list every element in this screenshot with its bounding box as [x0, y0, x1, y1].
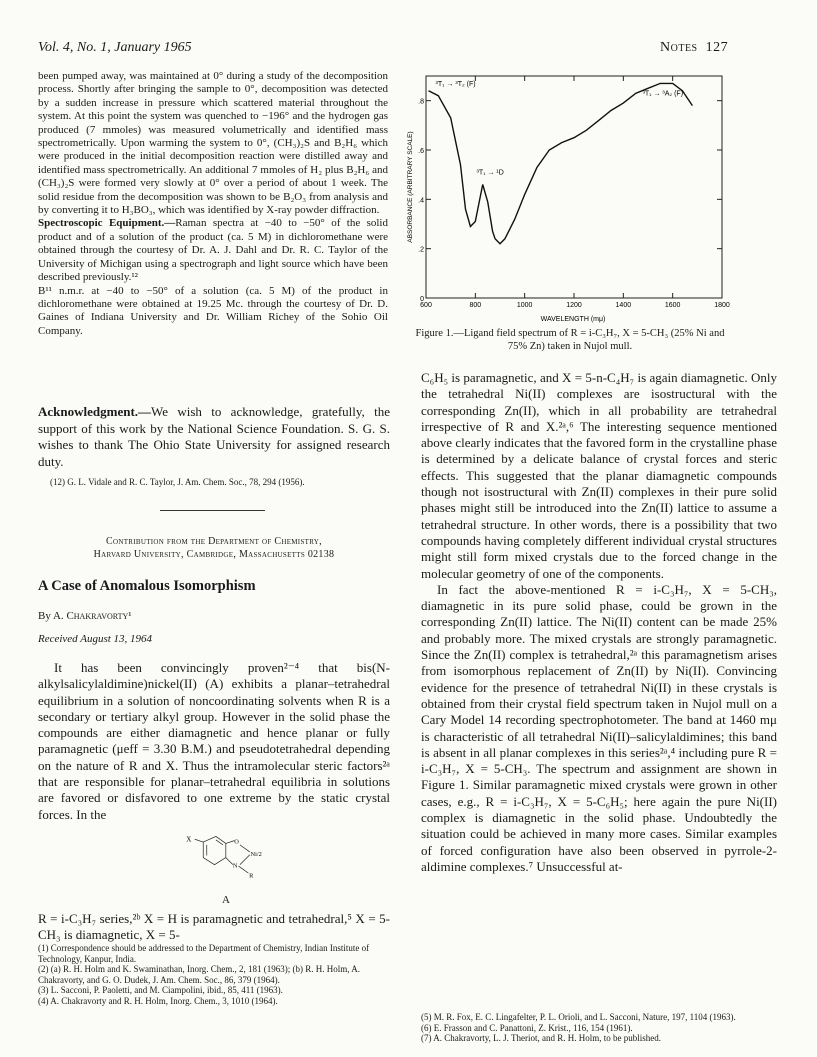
running-header-volume: Vol. 4, No. 1, January 1965	[38, 40, 192, 55]
structure-label: A	[222, 894, 230, 906]
annotation-1: ³T₁ → ³A₂ (F)	[642, 90, 684, 98]
right-paragraph-1: C₆H₅ is paramagnetic, and X = 5-n-C₄H₇ is again diamagnetic. Only the tetrahedral Ni(II) complexes are isostructural with the corresponding Zn(II), which in all probability are tetrahedral irrespective of R and X.²ᵃ,⁶ The interesting sequence mentioned above clearly indicates that the favored form in the crystalline phase is determined by a delicate balance of crystal forces and steric effects. This suggested that the planar diamagnetic compounds though not isostructural with Zn(II) complexes in their pure solid phases might still be introduced into the Zn(II) lattice to assume a tetrahedral structure. In other words, there is a possibility that two compounds having completely different individual crystal structures might still form mixed crystals due to the forced change in the molecular geometry of one of the components.	[421, 370, 777, 581]
x-tick-label-4: 1400	[615, 302, 632, 309]
y-tick-label-3: .6	[418, 148, 424, 155]
y-tick-label-4: .8	[418, 98, 424, 106]
footnote-7: (7) A. Chakravorty, L. J. Theriot, and R. H. Holm, to be published.	[421, 1033, 661, 1044]
x-tick-label-1: 800	[469, 302, 482, 309]
spectrum-line	[429, 80, 693, 243]
reference-12: (12) G. L. Vidale and R. C. Taylor, J. Am. Chem. Soc., 78, 294 (1956).	[50, 477, 305, 487]
x-tick-label-3: 1200	[566, 302, 582, 309]
footnote-4: (4) A. Chakravorty and R. H. Holm, Inorg. Chem., 3, 1010 (1964).	[38, 995, 278, 1006]
x-axis-label: WAVELENGTH (mμ)	[540, 316, 606, 323]
right-footnotes	[421, 1012, 777, 1044]
author-name: Chakravorty¹	[66, 610, 132, 622]
annotation-0: ³T₁ → ³T₂ (F)	[435, 80, 476, 88]
structure-o: O	[234, 838, 239, 846]
plot-frame	[426, 76, 722, 298]
y-axis-label: ABSORBANCE (ARBITRARY SCALE)	[407, 131, 414, 243]
byline-prefix: By A.	[38, 610, 67, 622]
structure-n: N	[232, 862, 238, 870]
continuation-paragraph: R = i-C₃H₇ series,²ᵇ X = H is paramagnetic and tetrahedral,⁵ X = 5-CH₃ is diamagnetic, X = 5-	[38, 911, 390, 942]
structure-x: X	[186, 835, 192, 844]
footnote-1: (1) Correspondence should be addressed to the Department of Chemistry, Indian Institute of Technology, Kanpur, India.	[38, 943, 370, 964]
figure-1-spectrum	[400, 64, 740, 332]
y-tick-label-0: 0	[420, 296, 424, 303]
figure-caption: Figure 1.—Ligand field spectrum of R = i-C₃H₇, X = 5-CH₃ (25% Ni and 75% Zn) taken in Nujol mull.	[415, 328, 725, 352]
spectroscopic-paragraph	[38, 217, 388, 284]
contribution-line-1: Contribution from the Department of Chemistry,	[106, 536, 322, 547]
nmr-paragraph: B¹¹ n.m.r. at −40 to −50° of a solution (ca. 5 M) of the product in dichloromethane were obtained at 19.25 Mc. through the courtesy of Dr. D. Gaines of Indiana University and Dr. William Richey of the Sohio Oil Company.	[38, 284, 388, 337]
right-column-body	[421, 370, 777, 875]
structure-ni: Ni/2	[250, 851, 262, 859]
intro-paragraph: It has been convincingly proven²⁻⁴ that bis(N-alkylsalicylaldimine)nickel(II) (A) exhibits a planar–tetrahedral equilibrium in a solution of noncoordinating solvents when R is a secondary or tertiary alkyl group. However in the solid phase the compounds are either diamagnetic and hence planar or fully paramagnetic (μeff = 3.30 B.M.) and pseudotetrahedral depending on the nature of R and X. Thus the intramolecular steric factors²ᵃ that are responsible for planar–tetrahedral equilibria in solutions are favored or disfavored to one extreme by the static crystal forces. In the	[38, 660, 390, 822]
article-title: A Case of Anomalous Isomorphism	[38, 578, 256, 594]
acknowledgment	[38, 404, 390, 470]
left-column-top	[38, 70, 388, 338]
byline	[38, 610, 132, 622]
contribution-block	[38, 535, 390, 561]
section-divider	[160, 510, 265, 511]
running-header-section	[660, 40, 728, 56]
received-date: Received August 13, 1964	[38, 633, 153, 645]
acknowledgment-text: We wish to acknowledge, gratefully, the support of this work by the National Science Foundation. S. G. S. wishes to thank The Ohio State University for assigned research duty.	[38, 404, 390, 469]
chemical-structure-a	[160, 835, 310, 895]
y-tick-label-1: .2	[418, 246, 424, 254]
contribution-line-2: Harvard University, Cambridge, Massachusetts 02138	[93, 549, 335, 560]
x-tick-label-6: 1800	[714, 302, 730, 309]
right-paragraph-2: In fact the above-mentioned R = i-C₃H₇, X = 5-CH₃, diamagnetic in its pure solid phase, could be grown in the corresponding Zn(II) lattice. The Ni(II) content can be made 25% and probably more. The mixed crystals are strongly paramagnetic. Since the Zn(II) complex is tetrahedral,²ᵃ this paramagnetism arises from isomorphous replacement of Zn(II) by Ni(II). Convincing evidence for the presence of tetrahedral Ni(II) in these crystals is obtained from their crystal field spectrum taken in Nujol mull on a Cary Model 14 recording spectrophotometer. The band at 1460 mμ is characteristic of all tetrahedral Ni(II)–salicylaldimines; this band is absent in all planar complexes in this series²ᵃ,⁴ including pure R = i-C₃H₇, X = 5-CH₃. The spectrum and assignment are shown in Figure 1. Similar paramagnetic mixed crystals were grown in other cases, e.g., R = i-C₃H₇, X = 5-C₆H₅; here again the pure Ni(II) complex is diamagnetic in the solid phase. Undoubtedly the situation could be achieved in many more cases. Similar examples of forced configuration have also been observed in pyrrole-2-aldimine complexes.⁷ Unsuccessful at-	[421, 581, 777, 874]
footnote-6: (6) E. Frasson and C. Panattoni, Z. Krist., 116, 154 (1961).	[421, 1022, 633, 1033]
acknowledgment-heading: Acknowledgment.—	[38, 404, 152, 419]
x-tick-label-0: 600	[420, 302, 432, 309]
spectroscopic-heading: Spectroscopic Equipment.—	[38, 217, 176, 230]
section-name: Notes	[660, 40, 698, 55]
left-footnotes	[38, 943, 390, 1007]
annotation-2: ³T₁ → ¹D	[476, 169, 504, 177]
x-tick-label-2: 1000	[516, 302, 533, 309]
structure-r: R	[249, 872, 254, 880]
spectroscopic-text: Raman spectra at −40 to −50° of the solid product and of a solution of the product (ca. 5 M) in dichloromethane were obtained through the courtesy of Dr. A. J. Dahl and Dr. R. C. Taylor of the University of Michigan using a spectrograph and light source which have been described previously.¹²	[38, 217, 388, 284]
x-tick-label-5: 1600	[664, 302, 681, 309]
decomposition-paragraph: been pumped away, was maintained at 0° during a study of the decomposition process. Shortly after bringing the sample to 0°, decomposition was detected by a sudden increase in pressure which scattered material throughout the system. At this point the system was quenched to −196° and the hydrogen gas produced (7 mmoles) was measured volumetrically and identified mass spectrometrically. Upon warming the system to 0°, (CH₃)₂S and B₂H₆ which were produced in the initial decomposition reaction were distilled away and identified mass spectrometrically. An additional 7 mmoles of H₂ plus B₂H₆ and (CH₃)₂S were formed very slowly at 0° over a period of about 1 week. The solid residue from the decomposition was shown to be B₂O₃ from analysis and by converting it to H₃BO₃, which was identified by X-ray powder diffraction.	[38, 70, 388, 217]
page-number: 127	[705, 40, 729, 55]
footnote-3: (3) L. Sacconi, P. Paoletti, and M. Ciampolini, ibid., 85, 411 (1963).	[38, 985, 283, 996]
footnote-5: (5) M. R. Fox, E. C. Lingafelter, P. L. Orioli, and L. Sacconi, Nature, 197, 1104 (1963).	[421, 1012, 736, 1022]
y-tick-label-2: .4	[418, 197, 424, 205]
footnote-2: (2) (a) R. H. Holm and K. Swaminathan, Inorg. Chem., 2, 181 (1963); (b) R. H. Holm, A. Chakravorty, and G. O. Dudek, J. Am. Chem. Soc., 86, 379 (1964).	[38, 964, 361, 985]
